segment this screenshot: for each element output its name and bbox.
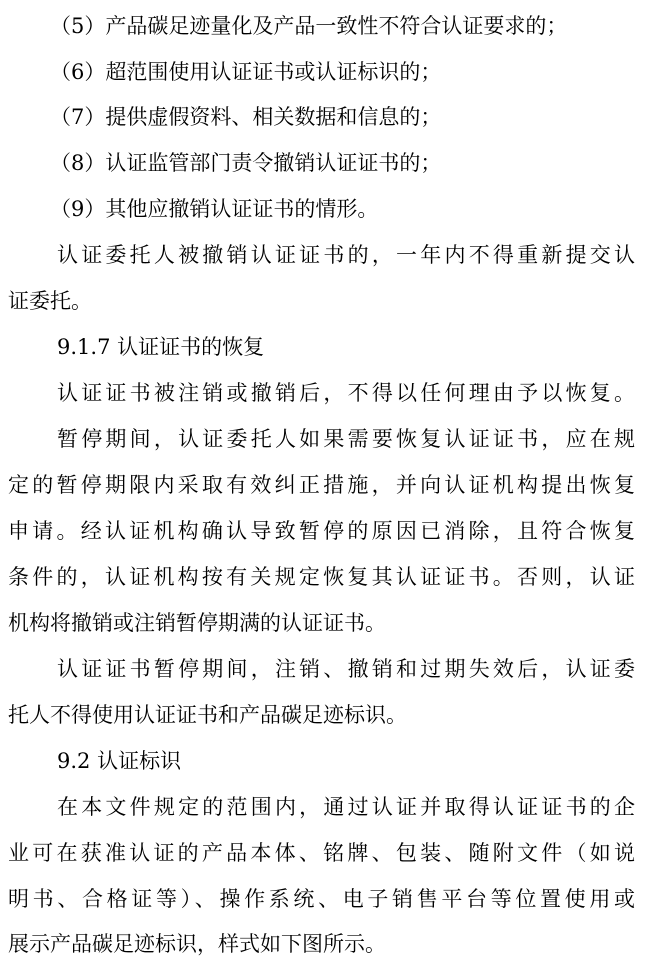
- section-92-para-1-line-3: 明书、合格证等）、操作系统、电子销售平台等位置使用或: [8, 887, 635, 911]
- section-92-para-1-line-1: 在本文件规定的范围内，通过认证并取得认证证书的企: [57, 795, 635, 819]
- section-92-para-1-line-4: 展示产品碳足迹标识，样式如下图所示。: [8, 932, 386, 956]
- list-item-8: （8）认证监管部门责令撤销认证证书的；: [50, 151, 442, 175]
- section-917-para-3-line-1: 认证证书暂停期间，注销、撤销和过期失效后，认证委: [57, 657, 635, 681]
- section-917-heading: 9.1.7 认证证书的恢复: [57, 335, 265, 359]
- section-917-para-2-line-3: 申请。经认证机构确认导致暂停的原因已消除，且符合恢复: [8, 519, 635, 543]
- section-917-para-2-line-1: 暂停期间，认证委托人如果需要恢复认证证书，应在规: [57, 427, 635, 451]
- list-item-9: （9）其他应撤销认证证书的情形。: [50, 197, 379, 221]
- revocation-note-line-2: 证委托。: [8, 289, 92, 313]
- section-917-para-3-line-2: 托人不得使用认证证书和产品碳足迹标识。: [8, 703, 407, 727]
- section-92-heading: 9.2 认证标识: [57, 749, 182, 773]
- section-917-para-1: 认证证书被注销或撤销后，不得以任何理由予以恢复。: [57, 381, 635, 405]
- list-item-5: （5）产品碳足迹量化及产品一致性不符合认证要求的；: [50, 14, 568, 38]
- revocation-note-line-1: 认证委托人被撤销认证证书的，一年内不得重新提交认: [57, 243, 635, 267]
- section-917-para-2-line-5: 机构将撤销或注销暂停期满的认证证书。: [8, 611, 386, 635]
- list-item-6: （6）超范围使用认证证书或认证标识的；: [50, 60, 442, 84]
- section-917-para-2-line-2: 定的暂停期限内采取有效纠正措施，并向认证机构提出恢复: [8, 473, 635, 497]
- section-917-para-2-line-4: 条件的，认证机构按有关规定恢复其认证证书。否则，认证: [8, 565, 635, 589]
- section-92-para-1-line-2: 业可在获准认证的产品本体、铭牌、包装、随附文件（如说: [8, 841, 635, 865]
- list-item-7: （7）提供虚假资料、相关数据和信息的；: [50, 105, 442, 129]
